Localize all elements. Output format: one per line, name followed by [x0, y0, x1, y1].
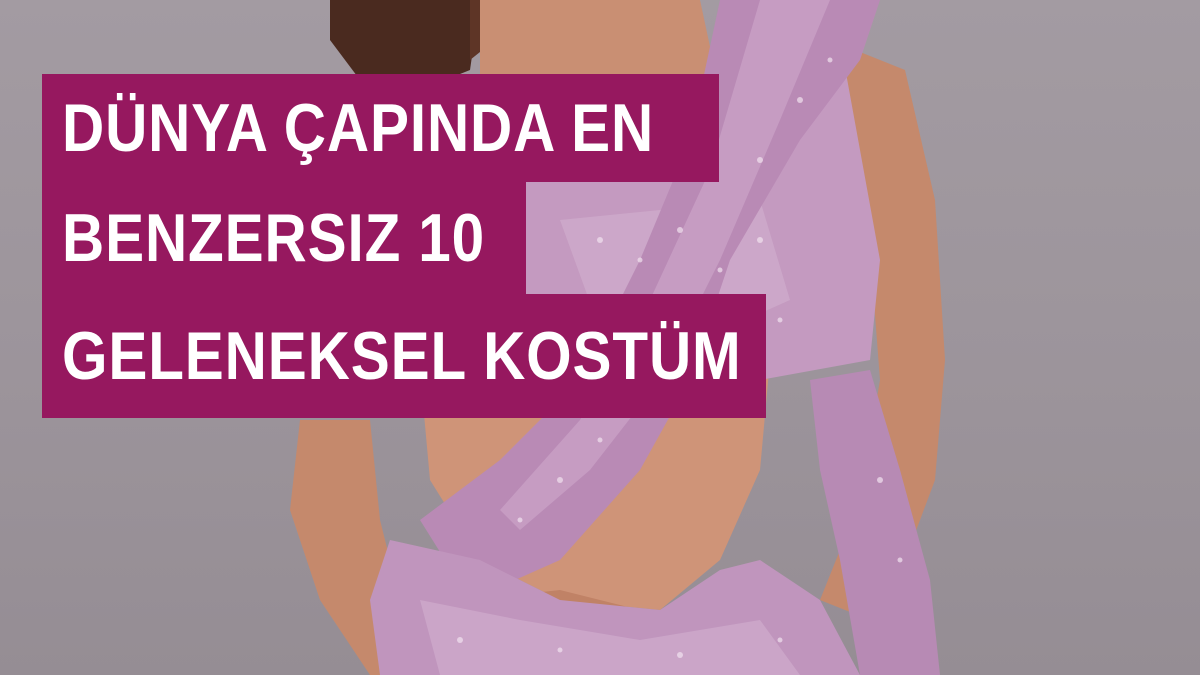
- headline-line-1: [42, 74, 719, 182]
- headline-line-2-text: BENZERSIZ 10: [62, 200, 486, 276]
- headline-line-3: [42, 294, 766, 418]
- headline-line-2: [42, 182, 526, 294]
- headline-line-1-text: DÜNYA ÇAPINDA EN: [62, 90, 655, 166]
- headline-line-3-text: GELENEKSEL KOSTÜM: [62, 318, 742, 394]
